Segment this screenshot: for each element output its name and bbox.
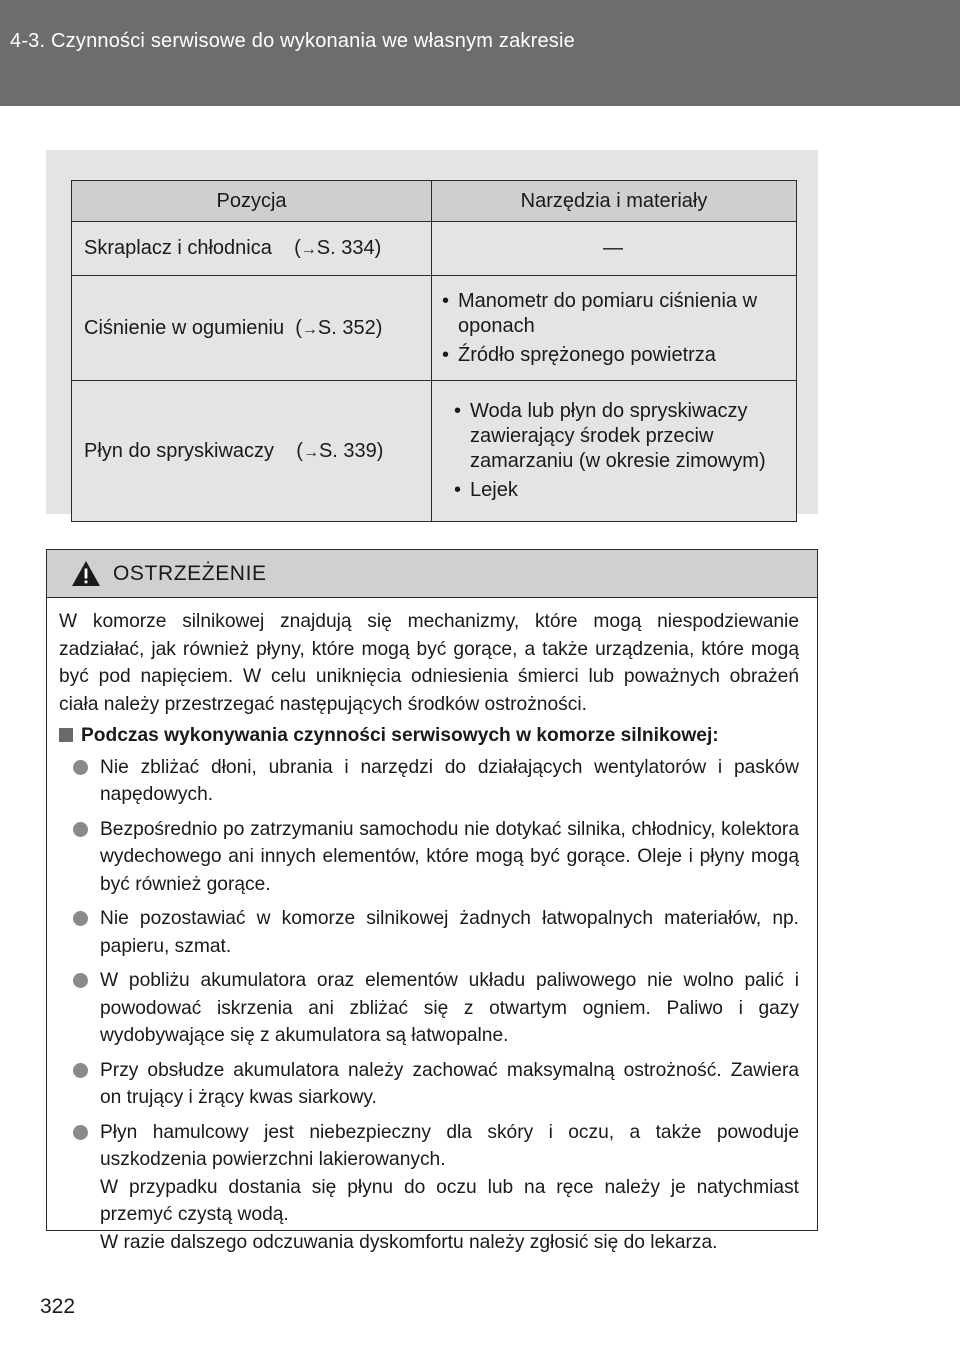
page-reference-link[interactable]: S. 352 [317, 316, 376, 339]
list-item [59, 905, 799, 960]
list-item-extra: W przypadku dostania się płynu do oczu lub na ręce należy je natychmiast przemyć czystą wodą. [100, 1176, 799, 1225]
warning-intro: W komorze silnikowej znajdują się mechanizmy, które mogą niespodziewanie zadziałać, jak również płyny, które mogą być gorące, a także urządzenia, które mogą być pod napięciem. W celu uniknięcia odniesienia śmierci lub poważnych obrażeń ciała należy przestrzegać następujących środków ostrożności. [59, 611, 799, 715]
table-row [72, 381, 797, 522]
item-cell: Ciśnienie w ogumieniu (→S. 352) [72, 276, 432, 381]
circle-bullet-icon [73, 1125, 88, 1140]
column-header-tools: Narzędzia i materiały [432, 181, 797, 222]
tools-cell [432, 276, 797, 381]
list-item-text: Przy obsłudze akumulatora należy zachować maksymalną ostrożność. Zawiera on trujący i żrący kwas siarkowy. [100, 1059, 799, 1108]
tool-text: Manometr do pomiaru ciśnienia w oponach [458, 289, 758, 337]
tool-list-item [454, 478, 784, 503]
list-item [59, 1057, 799, 1112]
circle-bullet-icon [73, 911, 88, 926]
circle-bullet-icon [73, 1063, 88, 1078]
tools-cell [432, 222, 797, 276]
tool-list-item [454, 399, 784, 474]
page-reference-link[interactable]: S. 334 [316, 237, 375, 259]
square-bullet-icon [59, 728, 73, 742]
subheading-text: Podczas wykonywania czynności serwisowych w komorze silnikowej: [81, 725, 719, 746]
tools-table-panel [46, 150, 818, 514]
list-item-text: Nie pozostawiać w komorze silnikowej żadnych łatwopalnych materiałów, np. papieru, szmat. [100, 908, 799, 957]
bullet-icon: • [442, 289, 450, 312]
arrow-icon: → [300, 241, 317, 258]
list-item-extra: W razie dalszego odczuwania dyskomfortu należy zgłosić się do lekarza. [100, 1231, 718, 1253]
warning-title: OSTRZEŻENIE [113, 562, 267, 585]
table-row [72, 276, 797, 381]
tools-table [71, 180, 797, 522]
tool-text: Woda lub płyn do spryskiwaczy zawierający środek przeciw zamarzaniu (w okresie zimowym) [470, 400, 766, 472]
warning-box [46, 549, 818, 1253]
tool-text: Źródło sprężonego powietrza [458, 343, 716, 366]
list-item [59, 754, 799, 809]
circle-bullet-icon [73, 973, 88, 988]
column-header-item: Pozycja [72, 181, 432, 222]
list-item-text: Płyn hamulcowy jest niebezpieczny dla skóry i oczu, a także powoduje uszkodzenia powierzchni lakierowanych. [100, 1121, 799, 1170]
no-tools-dash: — [603, 237, 623, 259]
tool-list-item [442, 289, 784, 339]
list-item-text: Bezpośrednio po zatrzymaniu samochodu nie dotykać silnika, chłodnicy, kolektora wydechowego ani innych elementów, które mogą być gorące. Oleje i płyny mogą być również gorące. [100, 818, 799, 895]
arrow-icon: → [302, 443, 319, 461]
warning-subheading [59, 722, 799, 750]
circle-bullet-icon [73, 760, 88, 775]
list-item-text: Nie zbliżać dłoni, ubrania i narzędzi do działających wentylatorów i pasków napędowych. [100, 756, 799, 805]
section-title: 4-3. Czynności serwisowe do wykonania we własnym zakresie [10, 30, 575, 52]
item-label: Płyn do spryskiwaczy [84, 439, 275, 462]
header-band [0, 0, 960, 106]
tool-text: Lejek [470, 479, 518, 501]
warning-triangle-icon [71, 560, 101, 587]
item-cell: Płyn do spryskiwaczy (→S. 339) [72, 381, 432, 522]
list-item [59, 967, 799, 1050]
table-row [72, 222, 797, 276]
item-cell: Skraplacz i chłodnica (→S. 334) [72, 222, 432, 276]
arrow-icon: → [301, 320, 318, 338]
list-item [59, 816, 799, 899]
warning-header [47, 550, 817, 598]
table-header-row [72, 181, 797, 222]
page-number: 322 [40, 1295, 76, 1318]
page-reference-link[interactable]: S. 339 [318, 439, 377, 462]
item-label: Ciśnienie w ogumieniu [84, 316, 285, 339]
tool-list-item [442, 343, 784, 368]
tools-cell [432, 381, 797, 522]
list-item [59, 1119, 799, 1257]
bullet-icon: • [454, 479, 462, 501]
item-label: Skraplacz i chłodnica [84, 237, 272, 259]
warning-body [47, 598, 817, 1256]
circle-bullet-icon [73, 822, 88, 837]
list-item-text: W pobliżu akumulatora oraz elementów układu paliwowego nie wolno palić i powodować iskrzenia ani zbliżać się z otwartym ogniem. Paliwo i gazy wydobywające się z akumulatora są łatwopalne. [100, 970, 799, 1046]
bullet-icon: • [454, 400, 462, 422]
warning-list [59, 754, 799, 1257]
bullet-icon: • [442, 343, 450, 366]
